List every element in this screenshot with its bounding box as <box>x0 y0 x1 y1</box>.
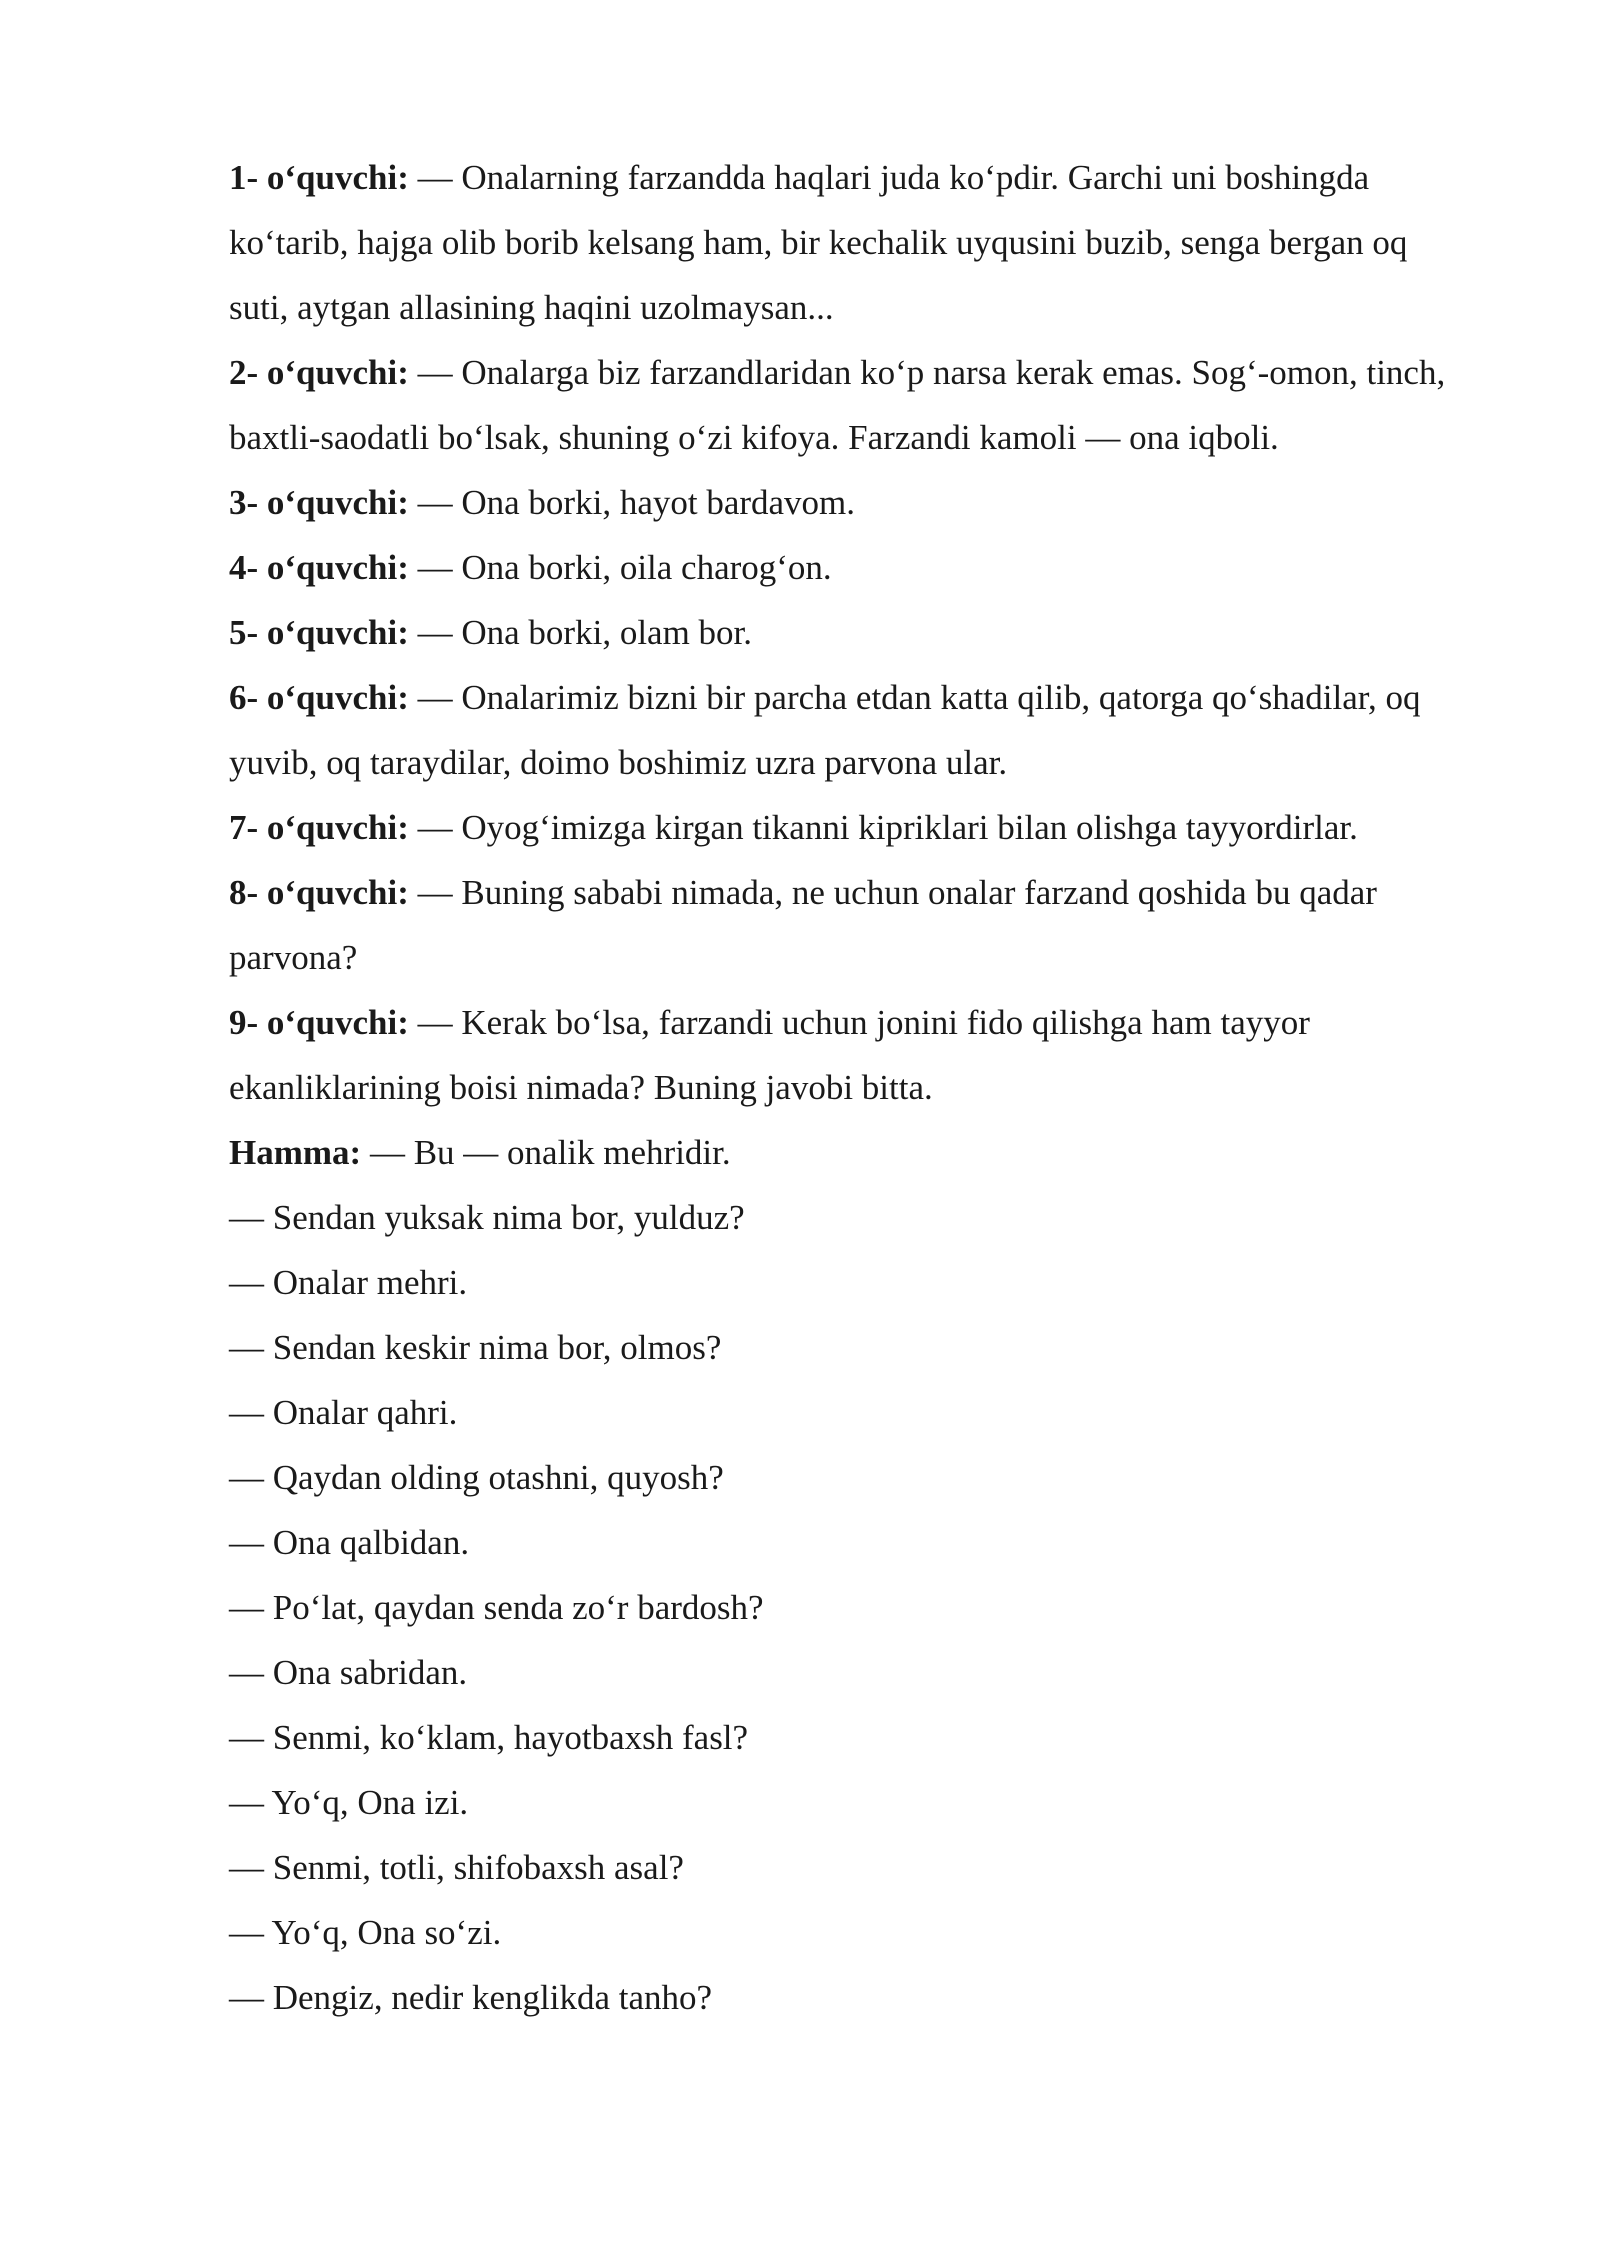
speaker-label: 7- o‘quvchi: <box>229 808 409 847</box>
paragraph-text: — Oyog‘imizga kirgan tikanni kipriklari bilan olishga tayyordirlar. <box>408 808 1358 847</box>
speaker-label: Hamma: <box>229 1133 362 1172</box>
dialogue-line <box>229 1770 1469 1835</box>
speaker-label: 1- o‘quvchi: <box>229 158 409 197</box>
paragraph-7 <box>229 795 1469 860</box>
paragraph-10 <box>229 1120 1469 1185</box>
speaker-label: 6- o‘quvchi: <box>229 678 409 717</box>
paragraph-text: — Onalarning farzandda haqlari juda ko‘pdir. Garchi uni boshingda ko‘tarib, hajga olib borib kelsang ham, bir kechalik uyqusini buzib, senga bergan oq suti, aytgan allasining haqini uzolmaysan... <box>229 158 1408 327</box>
dialogue-line <box>229 1445 1469 1510</box>
paragraph-text: — Kerak bo‘lsa, farzandi uchun jonini fido qilishga ham tayyor ekanliklarining boisi nimada? Buning javobi bitta. <box>229 1003 1310 1107</box>
paragraph-9 <box>229 990 1469 1120</box>
dialogue-text: — Senmi, ko‘klam, hayotbaxsh fasl? <box>229 1718 749 1757</box>
dialogue-text: — Qaydan olding otashni, quyosh? <box>229 1458 724 1497</box>
paragraph-4 <box>229 535 1469 600</box>
paragraph-text: — Onalarga biz farzandlaridan ko‘p narsa kerak emas. Sog‘-omon, tinch, baxtli-saodatli bo‘lsak, shuning o‘zi kifoya. Farzandi kamoli — ona iqboli. <box>229 353 1446 457</box>
speaker-label: 9- o‘quvchi: <box>229 1003 409 1042</box>
dialogue-line <box>229 1315 1469 1380</box>
dialogue-text: — Sendan yuksak nima bor, yulduz? <box>229 1198 745 1237</box>
dialogue-text: — Yo‘q, Ona izi. <box>229 1783 469 1822</box>
dialogue-text: — Po‘lat, qaydan senda zo‘r bardosh? <box>229 1588 764 1627</box>
paragraph-3 <box>229 470 1469 535</box>
dialogue-text: — Onalar qahri. <box>229 1393 458 1432</box>
dialogue-line <box>229 1575 1469 1640</box>
speaker-label: 5- o‘quvchi: <box>229 613 409 652</box>
paragraph-text: — Onalarimiz bizni bir parcha etdan katta qilib, qatorga qo‘shadilar, oq yuvib, oq taraydilar, doimo boshimiz uzra parvona ular. <box>229 678 1421 782</box>
speaker-label: 4- o‘quvchi: <box>229 548 409 587</box>
dialogue-text: — Senmi, totli, shifobaxsh asal? <box>229 1848 684 1887</box>
dialogue-text: — Onalar mehri. <box>229 1263 468 1302</box>
dialogue-line <box>229 1705 1469 1770</box>
paragraph-6 <box>229 665 1469 795</box>
paragraph-text: — Ona borki, hayot bardavom. <box>408 483 856 522</box>
paragraph-2 <box>229 340 1469 470</box>
dialogue-line <box>229 1900 1469 1965</box>
dialogue-text: — Ona qalbidan. <box>229 1523 470 1562</box>
speaker-label: 8- o‘quvchi: <box>229 873 409 912</box>
dialogue-text: — Yo‘q, Ona so‘zi. <box>229 1913 502 1952</box>
speaker-label: 3- o‘quvchi: <box>229 483 409 522</box>
paragraph-text: — Buning sababi nimada, ne uchun onalar farzand qoshida bu qadar parvona? <box>229 873 1377 977</box>
dialogue-line <box>229 1640 1469 1705</box>
dialogue-line <box>229 1380 1469 1445</box>
dialogue-text: — Ona sabridan. <box>229 1653 468 1692</box>
paragraph-text: — Ona borki, oila charog‘on. <box>408 548 832 587</box>
dialogue-line <box>229 1835 1469 1900</box>
dialogue-line <box>229 1510 1469 1575</box>
paragraph-8 <box>229 860 1469 990</box>
paragraph-text: — Ona borki, olam bor. <box>408 613 753 652</box>
paragraph-1 <box>229 145 1469 340</box>
speaker-label: 2- o‘quvchi: <box>229 353 409 392</box>
paragraph-5 <box>229 600 1469 665</box>
dialogue-line <box>229 1250 1469 1315</box>
dialogue-line <box>229 1965 1469 2030</box>
dialogue-text: — Dengiz, nedir kenglikda tanho? <box>229 1978 713 2017</box>
document-body <box>229 145 1469 2030</box>
dialogue-text: — Sendan keskir nima bor, olmos? <box>229 1328 722 1367</box>
paragraph-text: — Bu — onalik mehridir. <box>361 1133 731 1172</box>
dialogue-line <box>229 1185 1469 1250</box>
